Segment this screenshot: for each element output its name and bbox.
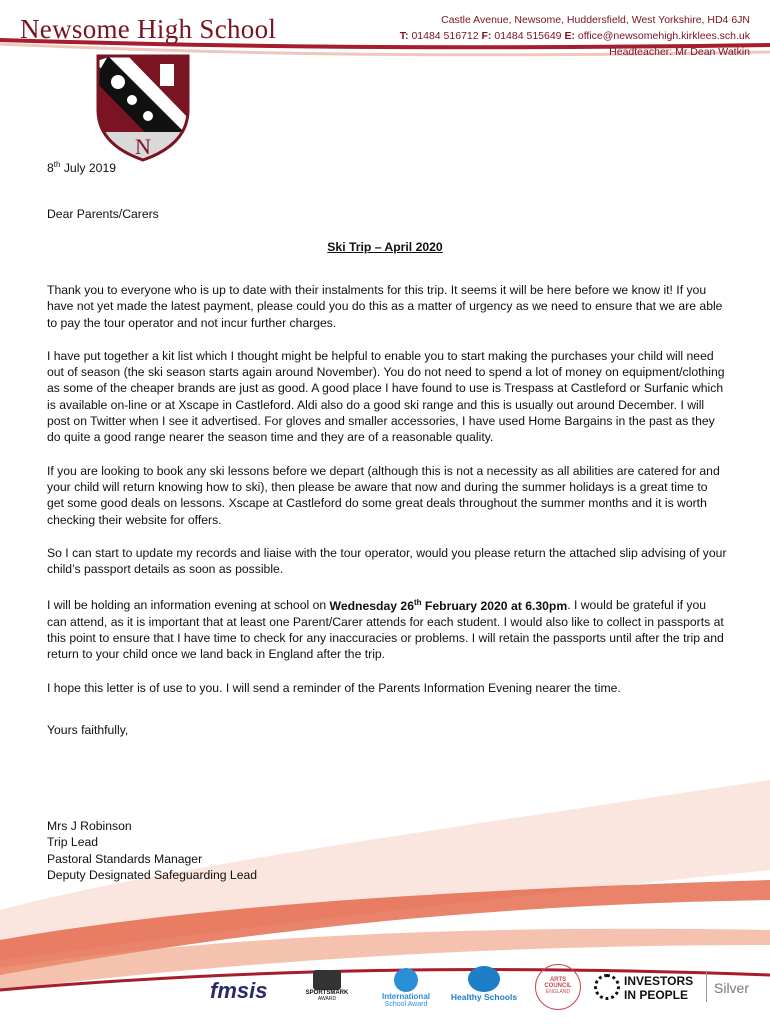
paragraph-information-evening: I will be holding an information evening at school on Wednesday 26th February 2020 at 6.30pm. I would be grateful if you can attend, as it is important that at least one Parent/Carer attends for each student. I would also like to collect in passports at this point to ensure that I have time to check for any inaccuracies or problems. I will retain the passports until after the trip and return to your child once we land back in England after the trip. bbox=[47, 597, 724, 662]
closing: Yours faithfully, bbox=[47, 723, 129, 737]
signatory-role: Trip Lead bbox=[47, 835, 99, 850]
letter-subject: Ski Trip – April 2020 bbox=[327, 240, 443, 254]
paragraph-kit-list: I have put together a kit list which I thought might be helpful to enable you to start making the purchases your child will need out of season (the ski season starts again around November). You do not need to spend a lot of money on equipment/clothing as some of the cheaper brands are just as good. A good place I have found to use is Trespass at Castleford or Surfanic which is available on-line or at Xscape in Castleford. Aldi also do a good ski range and this is usually out around December. I will post on Twitter when I see it advertised. For gloves and smaller accessories, I have used Home Bargains in the past as they do quite a good range nearer the season time and they are of a reasonable quality. bbox=[47, 348, 725, 445]
paragraph-instalments: Thank you to everyone who is up to date with their instalments for this trip. It seems it will be here before we know it! If you have not yet made the latest payment, please could you do this as a matter of urgency as we need to ensure that we are able to pay the tour operator and not incur further charges. bbox=[47, 283, 723, 330]
tel: 01484 516712 bbox=[411, 30, 479, 42]
paragraph-ski-lessons: If you are looking to book any ski lessons before we depart (although this is not a necessity as all abilities are catered for and your child will return knowing how to ski), then please be aware that now and during the summer holidays is a great time to get some good deals on lessons. Xscape at Castleford do some great deals throughout the summer months and it is worth checking their website for offers. bbox=[47, 463, 720, 527]
paragraph-passport-slip: So I can start to update my records and liaise with the tour operator, would you please return the attached slip advising of your child’s passport details as soon as possible. bbox=[47, 545, 727, 577]
fmsis-logo: fmsis bbox=[210, 978, 268, 1003]
tel-label: T: bbox=[399, 30, 409, 42]
crest-letter: N bbox=[135, 134, 151, 159]
phone-line bbox=[400, 28, 750, 44]
contact-block bbox=[400, 12, 750, 60]
headteacher: Headteacher: Mr Dean Watkin bbox=[609, 46, 750, 58]
letter-date: 8th July 2019 bbox=[47, 160, 117, 176]
email: office@newsomehigh.kirklees.sch.uk bbox=[577, 30, 750, 42]
fax-label: F: bbox=[481, 30, 492, 42]
signatory-name: Mrs J Robinson bbox=[47, 819, 132, 833]
healthy-schools-logo: Healthy Schools bbox=[448, 966, 520, 1002]
fax: 01484 515649 bbox=[494, 30, 562, 42]
email-label: E: bbox=[564, 30, 575, 42]
signature-block bbox=[47, 818, 257, 884]
paragraph-reminder: I hope this letter is of use to you. I will send a reminder of the Parents Information Evening nearer the time. bbox=[47, 680, 621, 695]
salutation: Dear Parents/Carers bbox=[47, 207, 159, 221]
arts-council-logo: ARTS COUNCIL ENGLAND bbox=[530, 964, 586, 1014]
signatory-role: Deputy Designated Safeguarding Lead bbox=[47, 868, 258, 883]
school-crest bbox=[94, 52, 192, 162]
sportsmark-logo: SPORTSMARK AWARD bbox=[300, 970, 354, 1002]
school-name: Newsome High School bbox=[20, 14, 277, 44]
letter-body bbox=[47, 282, 727, 713]
accreditation-logos: fmsis SPORTSMARK AWARD International School Award Healthy Schools ARTS COUNCIL ENGLAND INVESTORS IN PEOPLE Silver bbox=[0, 960, 770, 1020]
international-school-award-logo: International School Award bbox=[374, 968, 438, 1008]
address: Castle Avenue, Newsome, Huddersfield, West Yorkshire, HD4 6JN bbox=[441, 14, 750, 26]
signatory-role: Pastoral Standards Manager bbox=[47, 851, 203, 866]
